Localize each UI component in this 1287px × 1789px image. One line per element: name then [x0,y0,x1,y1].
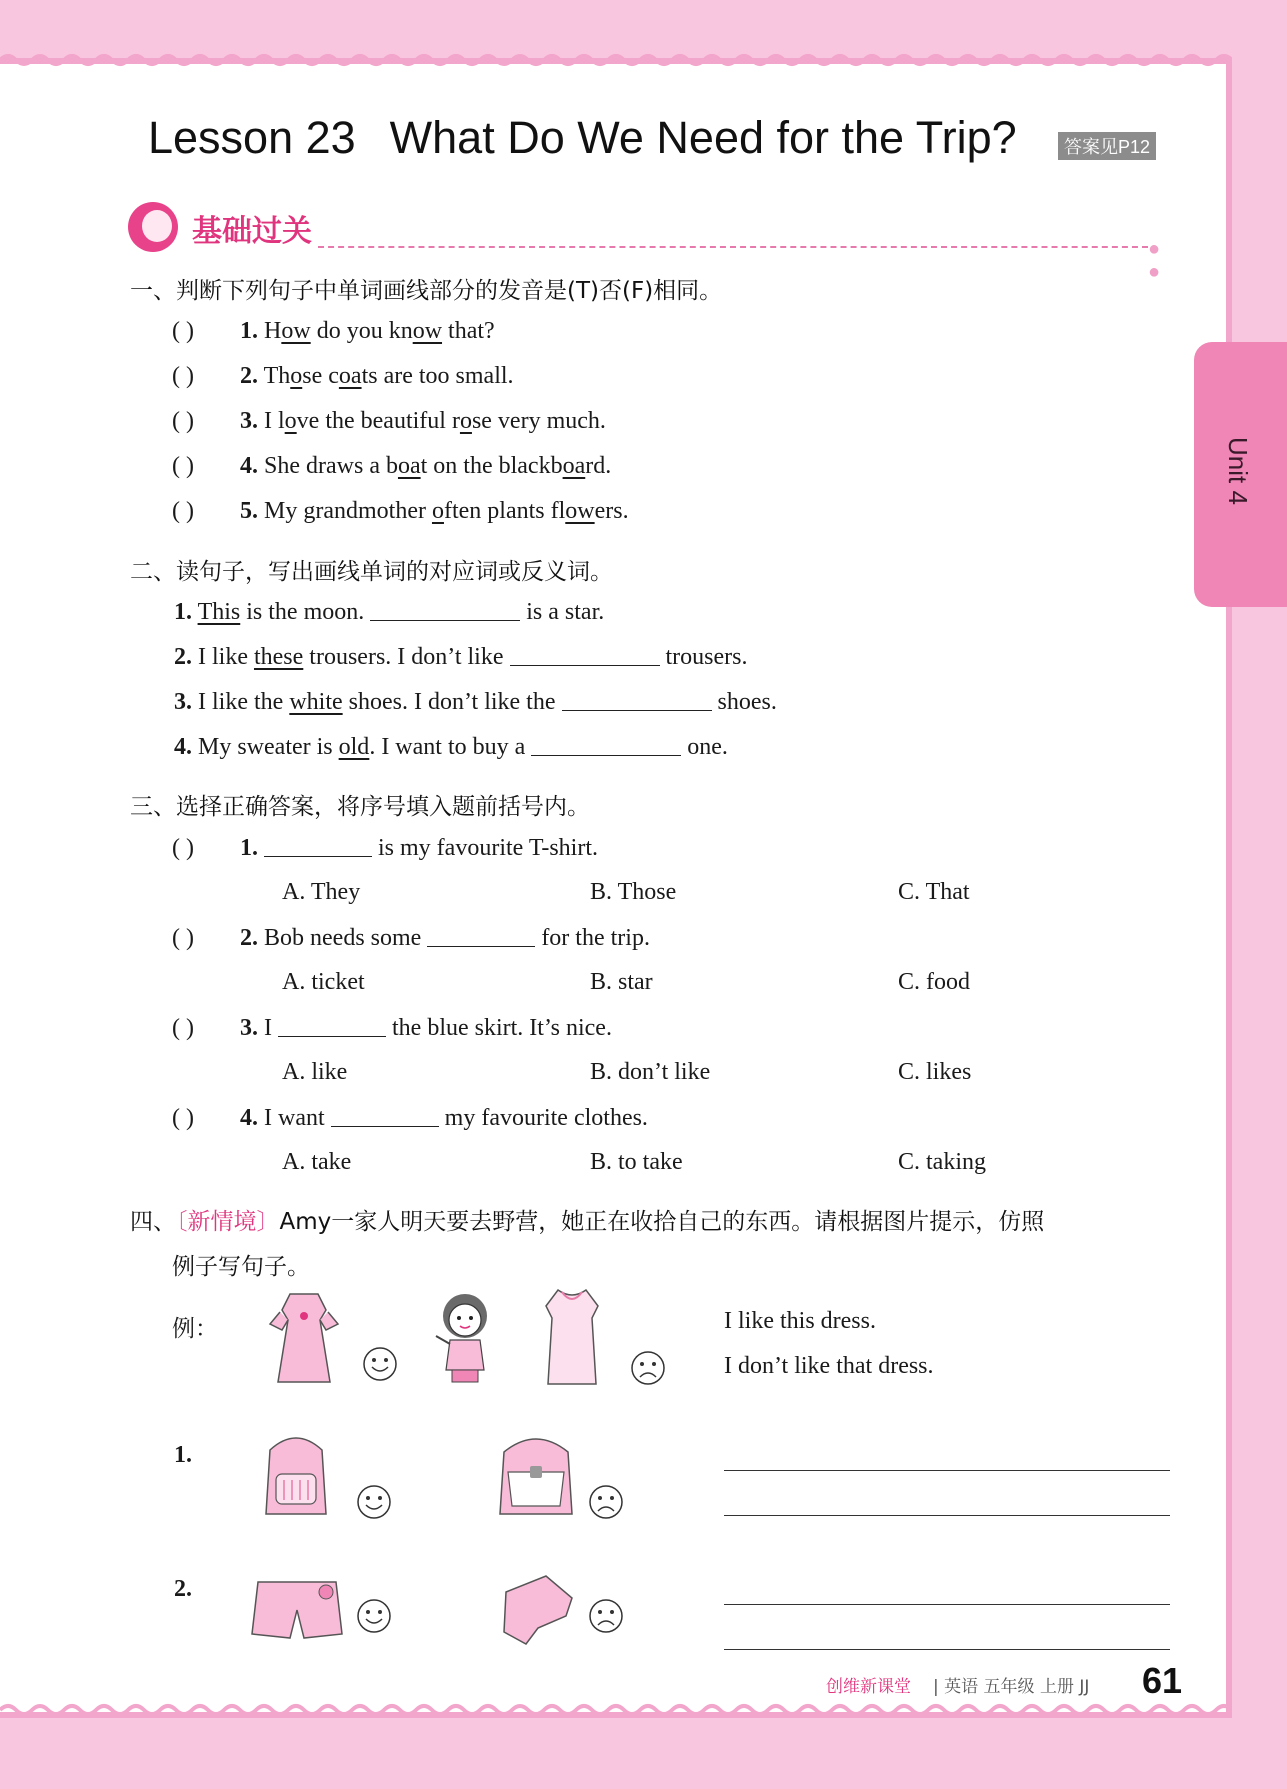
pink-dress-icon [266,1290,342,1386]
item-number: 1. [174,1442,192,1468]
sad-face-icon [588,1598,624,1634]
q1-item: ( ) 3. I love the beautiful rose very much. [172,408,606,434]
example-sentence-2: I don’t like that dress. [724,1353,934,1379]
footer-meta: | 英语 五年级 上册 JJ [933,1677,1090,1697]
fill-blank[interactable] [427,924,535,947]
fill-blank[interactable] [370,598,520,621]
answer-line[interactable] [724,1470,1170,1471]
q2-heading: 二、读句子，写出画线单词的对应词或反义词。 [130,559,613,585]
q3-item: ( ) 4. I want my favourite clothes. [172,1105,648,1131]
example-sentence-1: I like this dress. [724,1308,876,1334]
fill-blank[interactable] [278,1014,386,1037]
fill-blank[interactable] [331,1104,439,1127]
answer-paren[interactable]: ( ) [172,408,194,434]
q4-heading: 四、〔新情境〕Amy一家人明天要去野营，她正在收拾自己的东西。请根据图片提示，仿照 [130,1209,1045,1235]
mascot-icon [128,202,178,252]
q1-item: ( ) 4. She draws a boat on the blackboard. [172,453,612,479]
answer-line[interactable] [724,1649,1170,1650]
folded-shorts-icon [498,1572,578,1648]
q3-item: ( ) 1. is my favourite T-shirt. [172,835,598,861]
example-label: 例： [172,1316,218,1342]
answer-paren[interactable]: ( ) [172,498,194,524]
option-b: B. don’t like [590,1059,711,1085]
answer-paren[interactable]: ( ) [172,1015,194,1041]
option-b: B. Those [590,879,677,905]
q4-heading-cont: 例子写句子。 [172,1254,310,1280]
section-divider [318,246,1148,248]
answer-paren[interactable]: ( ) [172,1105,194,1131]
answer-line[interactable] [724,1604,1170,1605]
smile-face-icon [362,1346,398,1382]
answer-paren[interactable]: ( ) [172,363,194,389]
q3-item: ( ) 2. Bob needs some for the trip. [172,925,650,951]
answer-paren[interactable]: ( ) [172,318,194,344]
option-c: C. That [898,879,970,905]
bottom-wave-border [0,1702,1232,1718]
item-number: 2. [174,1576,192,1602]
q3-item: ( ) 3. I the blue skirt. It’s nice. [172,1015,612,1041]
q2-item: 1. This is the moon. is a star. [174,599,605,625]
q2-item: 3. I like the white shoes. I don’t like the shoes. [174,689,777,715]
fill-blank[interactable] [531,733,681,756]
dots-icon: ● ● [1148,238,1161,283]
answer-paren[interactable]: ( ) [172,453,194,479]
lesson-number: Lesson 23 [148,112,356,163]
footer-brand: 创维新课堂 [826,1677,911,1697]
fill-blank[interactable] [562,688,712,711]
option-a: A. take [282,1149,352,1175]
smile-face-icon [356,1484,392,1520]
sad-face-icon [630,1350,666,1386]
q1-item: ( ) 2. Those coats are too small. [172,363,514,389]
top-wave-border [0,52,1232,68]
q3-heading: 三、选择正确答案，将序号填入题前括号内。 [130,794,590,820]
answer-reference-badge: 答案见P12 [1058,132,1156,160]
section-header [128,202,1168,283]
plain-dress-icon [536,1284,608,1388]
smile-face-icon [356,1598,392,1634]
fill-blank[interactable] [510,643,660,666]
schoolbag-icon [490,1426,582,1520]
answer-paren[interactable]: ( ) [172,835,194,861]
unit-label: Unit 4 [1223,437,1253,505]
answer-paren[interactable]: ( ) [172,925,194,951]
q1-item: ( ) 1. How do you know that? [172,318,495,344]
new-context-tag: 〔新情境〕 [176,1209,280,1235]
fill-blank[interactable] [264,834,372,857]
option-c: C. food [898,969,970,995]
answer-line[interactable] [724,1515,1170,1516]
girl-amy-icon [430,1290,500,1388]
sad-face-icon [588,1484,624,1520]
q1-heading: 一、判断下列句子中单词画线部分的发音是(T)否(F)相同。 [130,278,723,304]
q2-item: 4. My sweater is old. I want to buy a one. [174,734,728,760]
option-c: C. likes [898,1059,972,1085]
q1-item: ( ) 5. My grandmother often plants flowers. [172,498,629,524]
section-label: 基础过关 [192,214,312,249]
q2-item: 2. I like these trousers. I don’t like trousers. [174,644,748,670]
page-number: 61 [1142,1660,1183,1701]
option-c: C. taking [898,1149,986,1175]
option-b: B. star [590,969,653,995]
option-a: A. like [282,1059,348,1085]
option-a: A. ticket [282,969,365,995]
unit-side-tab [1194,342,1287,607]
backpack-icon [254,1430,338,1520]
option-b: B. to take [590,1149,683,1175]
shorts-icon [248,1576,346,1646]
lesson-title: What Do We Need for the Trip? [389,112,1017,163]
page-title [148,112,1017,164]
option-a: A. They [282,879,361,905]
